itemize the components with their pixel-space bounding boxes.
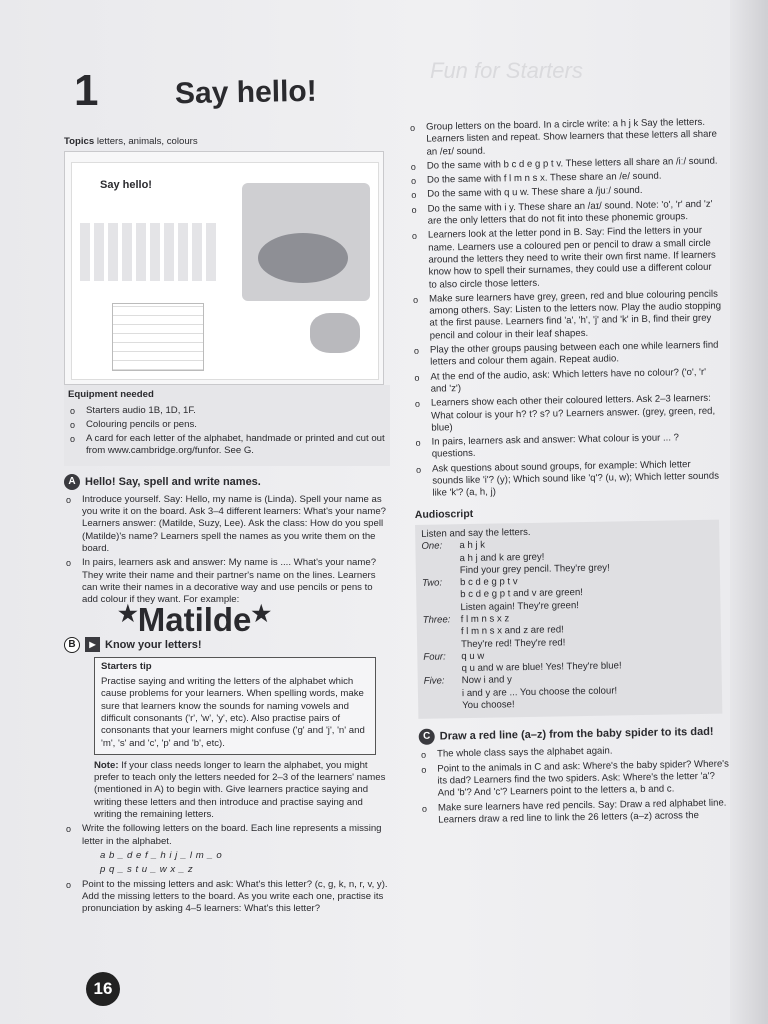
list-item: o Do the same with i y. These share an /aɪ/ sound. Note: 'o', 'r' and 'z' are the only letters that do not fit into these phonemic groups. [409, 198, 719, 228]
row-label: Five: [423, 675, 445, 688]
list-item: o At the end of the audio, ask: Which letters have no colour? ('o', 'r' and 'z') [412, 366, 722, 396]
list-item: o Make sure learners have grey, green, red and blue colouring pencils among others. Say: Listen to the letters now. Play the audio stopping at the first pause. Learners find 'a', 'h', 'j' and 'k' in B, find their grey pencil and colour in their leaf shapes. [411, 288, 722, 343]
list-item: o Group letters on the board. In a circle write: a h j k Say the letters. Learners listen and repeat. Show learners that these letters all share an /eɪ/ sound. [408, 117, 719, 159]
list-item: o Play the other groups pausing between each one while learners find letters and colour them again. Repeat audio. [412, 340, 722, 370]
topics-text: letters, animals, colours [96, 136, 198, 147]
row-line: i and y are ... You choose the colour! [461, 685, 618, 699]
starters-tip-box [94, 657, 376, 755]
page-number: 16 [86, 972, 120, 1006]
audioscript-box [415, 520, 722, 720]
pond-graphic [258, 233, 348, 283]
right-instructions-list [408, 117, 725, 501]
row-line: Find your grey pencil. They're grey! [459, 562, 610, 576]
list-item: o Do the same with b c d e g p t v. These letters all share an /iː/ sound. [409, 155, 719, 173]
example-name [118, 601, 390, 639]
section-c-badge: C [419, 729, 435, 745]
list-item: o Point to the missing letters and ask: What's this letter? (c, g, k, n, r, v, y). Add the missing letters to the board. As you write each one, practise its pronunciation by asking 4–5 learners: What's this letter? [64, 879, 390, 916]
row-text: q u w [461, 650, 485, 663]
row-label: Four: [423, 651, 446, 663]
list-item: o The whole class says the alphabet again. [419, 744, 729, 762]
note-paragraph [94, 760, 390, 821]
equipment-title: Equipment needed [68, 389, 154, 401]
row-text: b c d e g p t v [459, 576, 518, 589]
chapter-number: 1 [74, 66, 99, 115]
list-item: o In pairs, learners ask and answer: What colour is your ... ? questions. [413, 432, 723, 462]
list-item: o Introduce yourself. Say: Hello, my name is (Linda). Spell your name as you write it on the board. Ask 3–4 different learners: What's your name? Learners answer: (Matilde, Suzy, Lee). Ask the class: How do you spell (Matilde)'s name? Learners spell the names as you write them on the board. [64, 494, 390, 555]
audioscript-intro: Listen and say the letters. [421, 526, 531, 540]
tip-title: Starters tip [101, 660, 152, 672]
row-label: Two: [421, 577, 443, 589]
topics-line [64, 136, 390, 148]
right-column [408, 117, 730, 829]
list-item: o Learners look at the letter pond in B. Say: Find the letters in your name. Learners use a coloured pen or pencil to draw a small circle around the letters they need to write their own first name. If learners know how to spell their surnames, they could use a different colour to also circle those letters. [410, 225, 721, 292]
list-item: o Do the same with q u w. These share a /juː/ sound. [409, 184, 719, 202]
equipment-box [64, 385, 390, 465]
missing-letters-line: a b _ d e f _ h i j _ l m _ o [100, 849, 223, 861]
tip-text: Practise saying and writing the letters of the alphabet which cause problems for your learners. When spelling words, make sure that learners know the sounds for naming vowels and difficult consonants ('r', 'w', 'y', etc). Also practise pairs of consonants that your learners might confuse ('g' and 'j', 'n' and 'm', 's' and 'c', 'p' and 'b', etc). [101, 676, 365, 749]
section-b-title: Know your letters! [105, 638, 202, 651]
star-icon: ★ [251, 601, 272, 627]
list-item [64, 823, 390, 876]
list-item: o Starters audio 1B, 1D, 1F. [68, 405, 386, 417]
section-a-title: Hello! Say, spell and write names. [85, 475, 261, 488]
thumbnail-page [71, 162, 379, 380]
star-icon: ★ [118, 601, 138, 627]
row-text: f l m n s x z [460, 613, 510, 626]
section-c-title: Draw a red line (a–z) from the baby spider to its dad! [439, 725, 714, 743]
equipment-list [68, 405, 386, 458]
row-line: b c d e g p t and v are green! [460, 587, 584, 601]
speech-burst-graphic [310, 313, 360, 353]
audioscript-title: Audioscript [414, 507, 474, 521]
missing-letters-line: p q _ s t u _ w x _ z [100, 864, 194, 876]
row-text: a h j k [459, 539, 486, 552]
chapter-title: Say hello! [174, 74, 317, 111]
row-label: One: [421, 540, 443, 553]
list-item: o Do the same with f l m n s x. These share an /e/ sound. [409, 170, 719, 188]
list-item: o A card for each letter of the alphabet, handmade or printed and cut out from www.cambridge.org/funfor. See G. [68, 433, 386, 458]
row-line: f l m n s x and z are red! [460, 624, 564, 638]
section-a-list [64, 494, 390, 607]
section-b-badge: B [64, 637, 80, 653]
list-item: o In pairs, learners ask and answer: My name is .... What's your name? They write their name and their partner's name on the lines. Learners can write their names in a decorative way and use pencils or pens to add colour if they want. For example: [64, 557, 390, 606]
section-b-list [64, 823, 390, 915]
thumbnail-title: Say hello! [100, 179, 152, 192]
row-line: q u and w are blue! Yes! They're blue! [461, 660, 622, 675]
section-a-heading [64, 474, 390, 490]
list-item: o Learners show each other their coloured letters. Ask 2–3 learners: What colour is your h? t? s? u? Learners answer. (grey, green, red, blue) [413, 393, 724, 435]
example-name-text: Matilde [137, 601, 252, 639]
list-item-text: Write the following letters on the board. Each line represents a missing letter in the alphabet. [82, 823, 382, 847]
section-c-heading [419, 724, 729, 745]
row-label: Three: [422, 614, 451, 626]
list-item: o Colouring pencils or pens. [68, 419, 386, 431]
alphabet-grid-graphic [112, 303, 204, 371]
row-text: Now i and y [461, 674, 512, 687]
note-text: If your class needs longer to learn the alphabet, you might prefer to teach only the letters needed for 2–3 of the learners' names (mentioned in A) to begin with. Give learners practice saying and writing these letters and then introduce and practise saying and writing the remaining letters. [94, 759, 386, 821]
section-b-heading [64, 637, 390, 653]
row-line: You choose! [462, 699, 515, 712]
row-line: a h j and k are grey! [459, 551, 545, 564]
section-a-badge: A [64, 474, 80, 490]
letter-pond-graphic [80, 223, 220, 281]
note-label: Note: [94, 759, 119, 771]
section-c-list [419, 744, 730, 827]
list-item: o Make sure learners have red pencils. Say: Draw a red alphabet line. Learners draw a red line to link the 26 letters (a–z) across the [420, 797, 730, 827]
activity-thumbnail [64, 151, 384, 385]
row-line: Listen again! They're green! [460, 599, 580, 613]
topics-label: Topics [64, 136, 95, 147]
left-column [64, 136, 390, 917]
list-item: o Ask questions about sound groups, for example: Which letter sounds like 'i'? (y); Which sound like 'q'? (u, w); Which letter sounds like 'k'? (a, h, j) [414, 458, 725, 500]
list-item: o Point to the animals in C and ask: Where's the baby spider? Where's its dad? Learners find the two spiders. Ask: Where's the letter 'a'? And 'b'? And 'c'? Learners point to the letters a, b and c. [419, 758, 730, 800]
row-line: They're red! They're red! [461, 636, 566, 650]
audio-play-icon: ▶ [85, 637, 100, 652]
ghost-text: Fun for Starters [430, 58, 583, 83]
